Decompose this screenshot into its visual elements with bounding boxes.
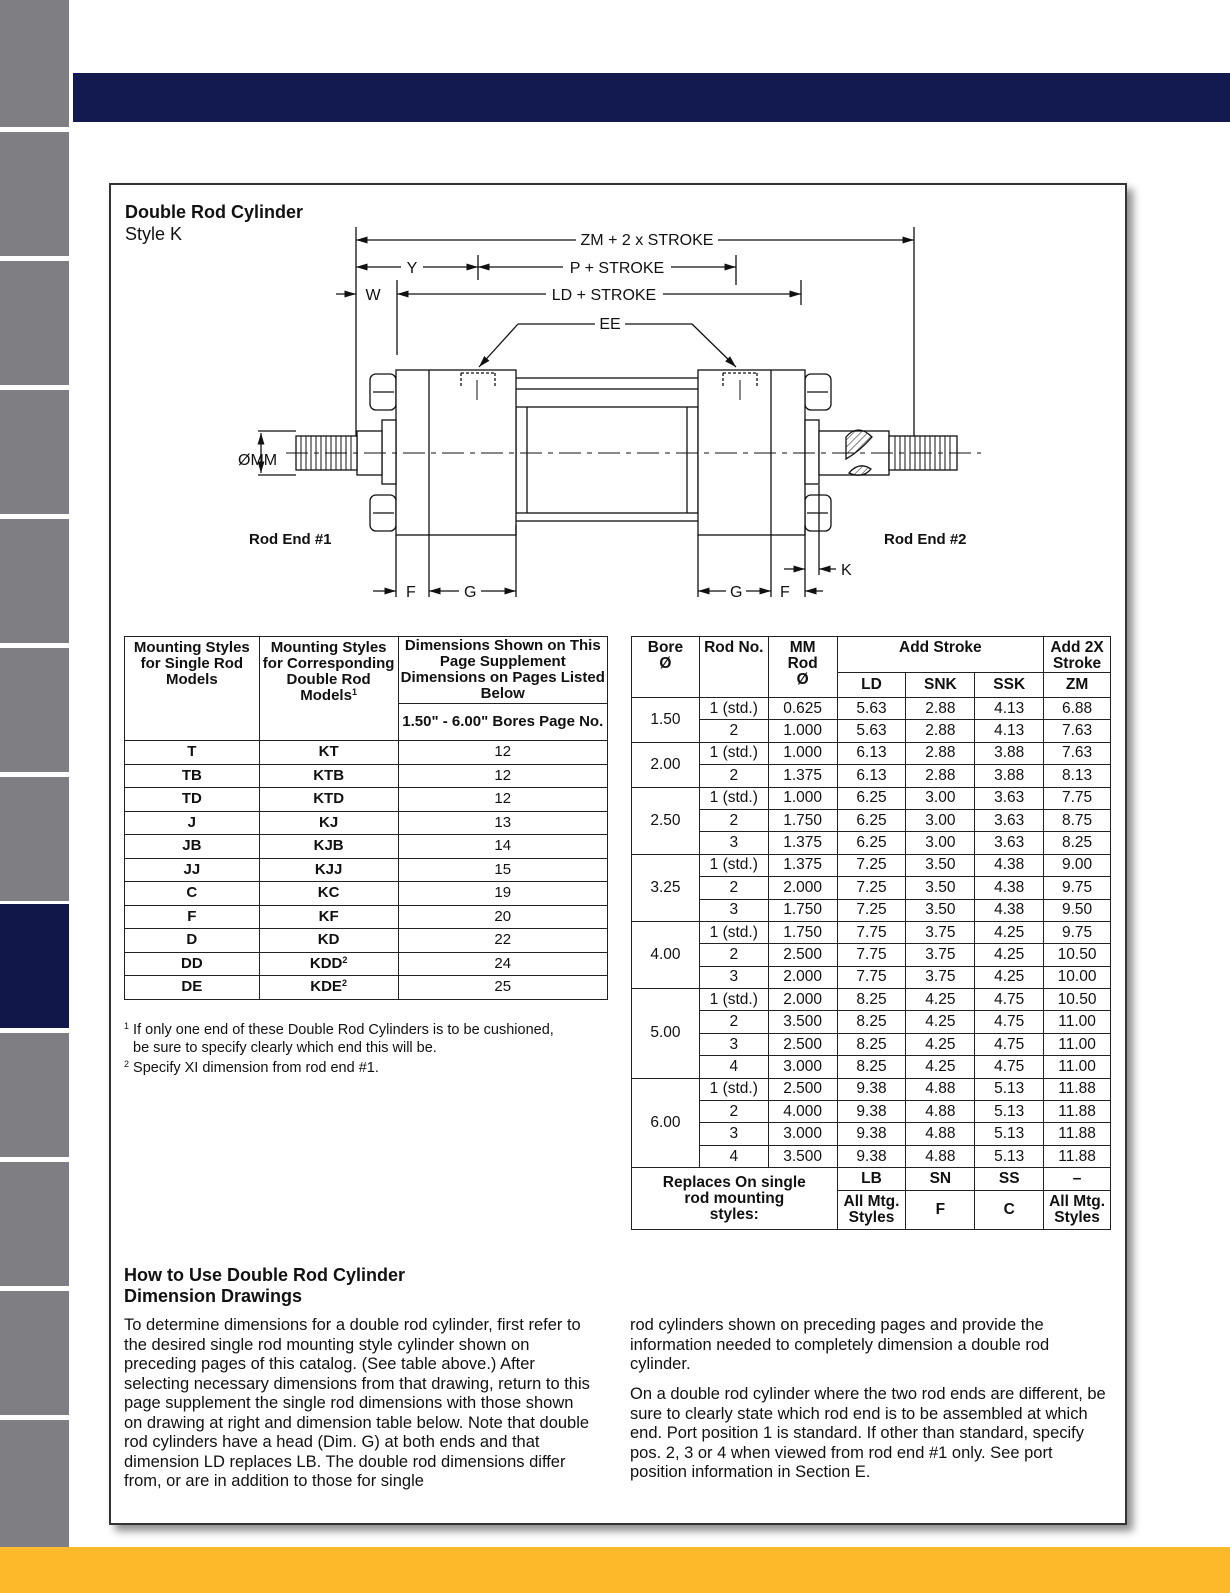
double-rod-style: KT bbox=[259, 741, 398, 765]
double-rod-style: KJB bbox=[259, 835, 398, 859]
side-tab-9[interactable] bbox=[0, 1033, 69, 1157]
single-rod-style: DE bbox=[125, 976, 260, 1000]
page-number: 13 bbox=[398, 811, 607, 835]
snk-cell: 4.88 bbox=[906, 1123, 975, 1145]
zm-cell: 9.75 bbox=[1044, 921, 1111, 943]
zm-cell: 11.00 bbox=[1044, 1033, 1111, 1055]
table-row bbox=[125, 976, 608, 1000]
table-row bbox=[632, 787, 1111, 809]
zm-cell: 9.50 bbox=[1044, 899, 1111, 921]
table-row bbox=[125, 858, 608, 882]
footnote-1: $^1$ If only one end of these Double Rod Cylinders is to be cushioned, bbox=[124, 1021, 554, 1038]
snk-cell: 2.88 bbox=[906, 720, 975, 742]
rod-end-2-label: Rod End #2 bbox=[884, 531, 967, 548]
w-label: W bbox=[365, 287, 381, 304]
ld-cell: 5.63 bbox=[837, 698, 906, 720]
double-rod-style: KTB bbox=[259, 764, 398, 788]
mm-cell: 3.500 bbox=[768, 1145, 837, 1167]
mm-cell: 2.500 bbox=[768, 1078, 837, 1100]
ssk-cell: 4.25 bbox=[975, 944, 1044, 966]
mm-cell: 1.000 bbox=[768, 720, 837, 742]
ld-cell: 9.38 bbox=[837, 1101, 906, 1123]
ssk-cell: 4.38 bbox=[975, 854, 1044, 876]
zm-cell: 11.88 bbox=[1044, 1145, 1111, 1167]
mm-cell: 2.000 bbox=[768, 989, 837, 1011]
mm-cell: 3.000 bbox=[768, 1056, 837, 1078]
footer-band bbox=[0, 1547, 1230, 1593]
zm-label: ZM + 2 x STROKE bbox=[580, 232, 714, 249]
footnote-2: $^2$ Specify XI dimension from rod end #1. bbox=[124, 1059, 379, 1076]
zm-cell: 7.75 bbox=[1044, 787, 1111, 809]
side-tab-1[interactable] bbox=[0, 0, 69, 127]
howto-heading-line-2: Dimension Drawings bbox=[124, 1286, 303, 1306]
snk-cell: 4.25 bbox=[906, 1033, 975, 1055]
header-dimensions: Dimensions Shown on This Page Supplement Dimensions on Pages Listed Below bbox=[398, 637, 607, 704]
howto-paragraph-right-2: On a double rod cylinder where the two rod ends are different, be sure to clearly state which rod end is to be assembled at which end. Port position 1 is standard. If other than standard, specify pos. 2, 3 or 4 when viewed from rod end #1 only. See port position information in Section E. bbox=[630, 1385, 1106, 1481]
single-rod-style: JB bbox=[125, 835, 260, 859]
zm-cell: 11.00 bbox=[1044, 1056, 1111, 1078]
p-label: P + STROKE bbox=[569, 260, 665, 277]
mm-cell: 3.000 bbox=[768, 1123, 837, 1145]
rod-cell: 1 (std.) bbox=[699, 989, 768, 1011]
side-tab-3[interactable] bbox=[0, 261, 69, 385]
table-row bbox=[632, 765, 1111, 787]
ld-cell: 7.75 bbox=[837, 944, 906, 966]
rod-cell: 3 bbox=[699, 966, 768, 988]
styles-snk: F bbox=[906, 1191, 975, 1230]
zm-cell: 8.25 bbox=[1044, 832, 1111, 854]
ld-cell: 6.13 bbox=[837, 742, 906, 764]
ssk-cell: 4.13 bbox=[975, 720, 1044, 742]
ssk-cell: 5.13 bbox=[975, 1145, 1044, 1167]
ld-cell: 7.75 bbox=[837, 921, 906, 943]
ee-label: EE bbox=[599, 316, 621, 333]
zm-cell: 8.75 bbox=[1044, 809, 1111, 831]
header-double-rod: Mounting Styles for Corresponding Double Rod Models$^1$ bbox=[259, 637, 398, 741]
zm-cell: 11.88 bbox=[1044, 1101, 1111, 1123]
zm-cell: 10.00 bbox=[1044, 966, 1111, 988]
rod-cell: 2 bbox=[699, 765, 768, 787]
mm-cell: 4.000 bbox=[768, 1101, 837, 1123]
snk-cell: 4.88 bbox=[906, 1078, 975, 1100]
ld-cell: 7.25 bbox=[837, 877, 906, 899]
header-mm-rod: MM Rod Ø bbox=[768, 637, 837, 698]
page-number: 22 bbox=[398, 929, 607, 953]
side-tab-12[interactable] bbox=[0, 1420, 69, 1547]
footnote-1-cont: be sure to specify clearly which end this will be. bbox=[133, 1040, 437, 1056]
f-right-label: F bbox=[780, 584, 790, 601]
double-rod-style: KD bbox=[259, 929, 398, 953]
mm-cell: 0.625 bbox=[768, 698, 837, 720]
single-rod-style: C bbox=[125, 882, 260, 906]
table-row bbox=[125, 788, 608, 812]
mm-cell: 2.500 bbox=[768, 944, 837, 966]
table-row bbox=[632, 989, 1111, 1011]
mounting-styles-table bbox=[124, 636, 608, 1000]
replaces-ssk: SS bbox=[975, 1168, 1044, 1191]
figure-subtitle: Style K bbox=[125, 224, 183, 244]
bore-cell: 2.00 bbox=[632, 742, 700, 787]
mm-cell: 3.500 bbox=[768, 1011, 837, 1033]
k-label: K bbox=[841, 562, 852, 579]
snk-cell: 4.25 bbox=[906, 1056, 975, 1078]
rod-cell: 1 (std.) bbox=[699, 921, 768, 943]
table-row bbox=[125, 764, 608, 788]
table-row bbox=[632, 921, 1111, 943]
snk-cell: 3.75 bbox=[906, 966, 975, 988]
snk-cell: 3.50 bbox=[906, 854, 975, 876]
mm-cell: 2.000 bbox=[768, 966, 837, 988]
ld-label: LD + STROKE bbox=[551, 287, 657, 304]
rod-end-1-label: Rod End #1 bbox=[249, 531, 332, 548]
zm-cell: 10.50 bbox=[1044, 944, 1111, 966]
ld-cell: 8.25 bbox=[837, 1056, 906, 1078]
header-single-rod: Mounting Styles for Single Rod Models bbox=[125, 637, 260, 741]
rod-cell: 2 bbox=[699, 809, 768, 831]
rod-cell: 1 (std.) bbox=[699, 787, 768, 809]
side-tab-4[interactable] bbox=[0, 390, 69, 514]
ssk-cell: 4.13 bbox=[975, 698, 1044, 720]
double-rod-style: KJ bbox=[259, 811, 398, 835]
page-number: 12 bbox=[398, 741, 607, 765]
bore-cell: 3.25 bbox=[632, 854, 700, 921]
zm-cell: 7.63 bbox=[1044, 742, 1111, 764]
ssk-cell: 4.75 bbox=[975, 1033, 1044, 1055]
snk-cell: 4.88 bbox=[906, 1101, 975, 1123]
table-row bbox=[125, 835, 608, 859]
rod-cell: 1 (std.) bbox=[699, 742, 768, 764]
table-row bbox=[632, 832, 1111, 854]
double-rod-style: KC bbox=[259, 882, 398, 906]
zm-cell: 10.50 bbox=[1044, 989, 1111, 1011]
rod-cell: 3 bbox=[699, 832, 768, 854]
ld-cell: 6.25 bbox=[837, 787, 906, 809]
table-row bbox=[632, 1011, 1111, 1033]
ssk-cell: 3.88 bbox=[975, 742, 1044, 764]
snk-cell: 3.00 bbox=[906, 832, 975, 854]
ssk-cell: 4.38 bbox=[975, 877, 1044, 899]
figure-title: Double Rod Cylinder bbox=[125, 202, 304, 222]
ssk-cell: 3.63 bbox=[975, 787, 1044, 809]
double-rod-style: KDE$^2$ bbox=[259, 976, 398, 1000]
ld-cell: 7.25 bbox=[837, 899, 906, 921]
rod-cell: 1 (std.) bbox=[699, 854, 768, 876]
zm-cell: 11.88 bbox=[1044, 1123, 1111, 1145]
single-rod-style: JJ bbox=[125, 858, 260, 882]
table-row bbox=[632, 966, 1111, 988]
rod-cell: 2 bbox=[699, 720, 768, 742]
table-row bbox=[632, 854, 1111, 876]
ld-cell: 6.13 bbox=[837, 765, 906, 787]
side-tab-5[interactable] bbox=[0, 519, 69, 643]
table-row bbox=[125, 741, 608, 765]
zm-cell: 9.75 bbox=[1044, 877, 1111, 899]
ssk-cell: 5.13 bbox=[975, 1123, 1044, 1145]
side-tab-7[interactable] bbox=[0, 777, 69, 901]
dimension-table bbox=[631, 636, 1111, 1230]
ld-cell: 8.25 bbox=[837, 989, 906, 1011]
replaces-snk: SN bbox=[906, 1168, 975, 1191]
ld-cell: 9.38 bbox=[837, 1078, 906, 1100]
content-panel bbox=[109, 183, 1127, 1525]
howto-paragraph-left: To determine dimensions for a double rod cylinder, first refer to the desired single rod mounting style cylinder shown on preceding pages of this catalog. (See table above.) After selecting necessary dimensions from that drawing, return to this page supplement the single rod dimensions with those shown on drawing at right and dimension table below. Note that double rod cylinders have a head (Dim. G) at both ends and that dimension LD replaces LB. The double rod dimensions differ from, or are in addition to those for single bbox=[124, 1316, 590, 1490]
cylinder-drawing bbox=[111, 185, 1121, 625]
zm-cell: 11.00 bbox=[1044, 1011, 1111, 1033]
howto-paragraph-right-1: rod cylinders shown on preceding pages and provide the information needed to completely dimension a double rod cylinder. bbox=[630, 1316, 1050, 1373]
mm-cell: 1.375 bbox=[768, 854, 837, 876]
ssk-cell: 3.63 bbox=[975, 809, 1044, 831]
snk-cell: 4.25 bbox=[906, 989, 975, 1011]
single-rod-style: F bbox=[125, 905, 260, 929]
rod-cell: 1 (std.) bbox=[699, 1078, 768, 1100]
replaces-zm: – bbox=[1044, 1168, 1111, 1191]
ld-cell: 6.25 bbox=[837, 809, 906, 831]
ssk-cell: 5.13 bbox=[975, 1078, 1044, 1100]
ssk-cell: 3.88 bbox=[975, 765, 1044, 787]
mm-cell: 1.750 bbox=[768, 899, 837, 921]
page-number: 14 bbox=[398, 835, 607, 859]
rod-cell: 4 bbox=[699, 1056, 768, 1078]
ld-cell: 9.38 bbox=[837, 1145, 906, 1167]
snk-cell: 2.88 bbox=[906, 765, 975, 787]
ssk-cell: 4.38 bbox=[975, 899, 1044, 921]
table-row bbox=[632, 877, 1111, 899]
howto-heading-line-1: How to Use Double Rod Cylinder bbox=[124, 1265, 406, 1285]
single-rod-style: T bbox=[125, 741, 260, 765]
howto-heading bbox=[124, 1265, 405, 1307]
styles-ssk: C bbox=[975, 1191, 1044, 1230]
zm-cell: 8.13 bbox=[1044, 765, 1111, 787]
ld-cell: 9.38 bbox=[837, 1123, 906, 1145]
snk-cell: 2.88 bbox=[906, 698, 975, 720]
g-left-label: G bbox=[464, 584, 477, 601]
page-number: 20 bbox=[398, 905, 607, 929]
page-number: 19 bbox=[398, 882, 607, 906]
rod-cell: 2 bbox=[699, 1011, 768, 1033]
replaces-ld: LB bbox=[837, 1168, 906, 1191]
double-rod-style: KJJ bbox=[259, 858, 398, 882]
snk-cell: 3.50 bbox=[906, 877, 975, 899]
single-rod-style: TD bbox=[125, 788, 260, 812]
rod-cell: 2 bbox=[699, 944, 768, 966]
table-row bbox=[632, 1078, 1111, 1100]
snk-cell: 2.88 bbox=[906, 742, 975, 764]
rod-cell: 2 bbox=[699, 1101, 768, 1123]
snk-cell: 4.88 bbox=[906, 1145, 975, 1167]
table-row bbox=[125, 905, 608, 929]
single-rod-style: TB bbox=[125, 764, 260, 788]
rod-cell: 2 bbox=[699, 877, 768, 899]
header-add-2x-stroke: Add 2X Stroke bbox=[1044, 637, 1111, 673]
f-left-label: F bbox=[406, 584, 416, 601]
zm-cell: 9.00 bbox=[1044, 854, 1111, 876]
ssk-cell: 4.75 bbox=[975, 1011, 1044, 1033]
zm-cell: 11.88 bbox=[1044, 1078, 1111, 1100]
ssk-cell: 4.25 bbox=[975, 966, 1044, 988]
ld-cell: 7.75 bbox=[837, 966, 906, 988]
snk-cell: 3.50 bbox=[906, 899, 975, 921]
single-rod-style: J bbox=[125, 811, 260, 835]
rod-cell: 3 bbox=[699, 1033, 768, 1055]
table-row bbox=[632, 1123, 1111, 1145]
ssk-cell: 4.75 bbox=[975, 989, 1044, 1011]
header-add-stroke: Add Stroke bbox=[837, 637, 1044, 673]
table-row bbox=[632, 944, 1111, 966]
snk-cell: 3.00 bbox=[906, 787, 975, 809]
bore-cell: 2.50 bbox=[632, 787, 700, 854]
mm-cell: 1.750 bbox=[768, 921, 837, 943]
header-band bbox=[73, 73, 1230, 122]
snk-cell: 3.75 bbox=[906, 921, 975, 943]
header-ld: LD bbox=[837, 673, 906, 698]
ld-cell: 5.63 bbox=[837, 720, 906, 742]
mm-cell: 2.500 bbox=[768, 1033, 837, 1055]
header-zm: ZM bbox=[1044, 673, 1111, 698]
page-number: 12 bbox=[398, 788, 607, 812]
bore-cell: 4.00 bbox=[632, 921, 700, 988]
g-right-label: G bbox=[730, 584, 743, 601]
rod-cell: 4 bbox=[699, 1145, 768, 1167]
styles-zm: All Mtg. Styles bbox=[1044, 1191, 1111, 1230]
table-row bbox=[632, 1056, 1111, 1078]
bore-cell: 6.00 bbox=[632, 1078, 700, 1168]
table-row bbox=[125, 882, 608, 906]
table-row bbox=[632, 809, 1111, 831]
table-row bbox=[632, 1033, 1111, 1055]
mm-label: ØMM bbox=[238, 452, 278, 469]
table-row bbox=[632, 742, 1111, 764]
snk-cell: 3.00 bbox=[906, 809, 975, 831]
snk-cell: 4.25 bbox=[906, 1011, 975, 1033]
header-ssk: SSK bbox=[975, 673, 1044, 698]
ld-cell: 8.25 bbox=[837, 1033, 906, 1055]
table-row bbox=[632, 899, 1111, 921]
single-rod-style: DD bbox=[125, 952, 260, 976]
ld-cell: 7.25 bbox=[837, 854, 906, 876]
page-number: 12 bbox=[398, 764, 607, 788]
ssk-cell: 4.75 bbox=[975, 1056, 1044, 1078]
ssk-cell: 4.25 bbox=[975, 921, 1044, 943]
mm-cell: 1.750 bbox=[768, 809, 837, 831]
double-rod-style: KDD$^2$ bbox=[259, 952, 398, 976]
side-tab-6[interactable] bbox=[0, 648, 69, 772]
table-row bbox=[125, 929, 608, 953]
snk-cell: 3.75 bbox=[906, 944, 975, 966]
zm-cell: 6.88 bbox=[1044, 698, 1111, 720]
replaces-label: Replaces On single rod mounting styles: bbox=[632, 1168, 838, 1230]
styles-ld: All Mtg. Styles bbox=[837, 1191, 906, 1230]
table-row bbox=[632, 720, 1111, 742]
single-rod-style: D bbox=[125, 929, 260, 953]
table-row bbox=[632, 698, 1111, 720]
side-tab-11[interactable] bbox=[0, 1291, 69, 1415]
table-row bbox=[632, 1145, 1111, 1167]
ld-cell: 6.25 bbox=[837, 832, 906, 854]
header-rod-no: Rod No. bbox=[699, 637, 768, 698]
side-tab-active[interactable] bbox=[0, 904, 69, 1028]
mm-cell: 1.000 bbox=[768, 742, 837, 764]
header-bore: Bore Ø bbox=[632, 637, 700, 698]
bore-cell: 5.00 bbox=[632, 989, 700, 1079]
ld-cell: 8.25 bbox=[837, 1011, 906, 1033]
zm-cell: 7.63 bbox=[1044, 720, 1111, 742]
table-row bbox=[125, 952, 608, 976]
header-snk: SNK bbox=[906, 673, 975, 698]
mm-cell: 1.375 bbox=[768, 765, 837, 787]
rod-cell: 3 bbox=[699, 899, 768, 921]
table-row bbox=[125, 811, 608, 835]
page-number: 25 bbox=[398, 976, 607, 1000]
double-rod-style: KTD bbox=[259, 788, 398, 812]
side-tab-10[interactable] bbox=[0, 1162, 69, 1286]
y-label: Y bbox=[406, 260, 418, 277]
mm-cell: 1.375 bbox=[768, 832, 837, 854]
bore-cell: 1.50 bbox=[632, 698, 700, 743]
double-rod-style: KF bbox=[259, 905, 398, 929]
page-number: 15 bbox=[398, 858, 607, 882]
mm-cell: 1.000 bbox=[768, 787, 837, 809]
header-bores-page: 1.50" - 6.00" Bores Page No. bbox=[398, 704, 607, 741]
table-row bbox=[632, 1101, 1111, 1123]
side-tab-2[interactable] bbox=[0, 132, 69, 256]
ssk-cell: 5.13 bbox=[975, 1101, 1044, 1123]
rod-cell: 1 (std.) bbox=[699, 698, 768, 720]
ssk-cell: 3.63 bbox=[975, 832, 1044, 854]
page-number: 24 bbox=[398, 952, 607, 976]
rod-cell: 3 bbox=[699, 1123, 768, 1145]
mm-cell: 2.000 bbox=[768, 877, 837, 899]
